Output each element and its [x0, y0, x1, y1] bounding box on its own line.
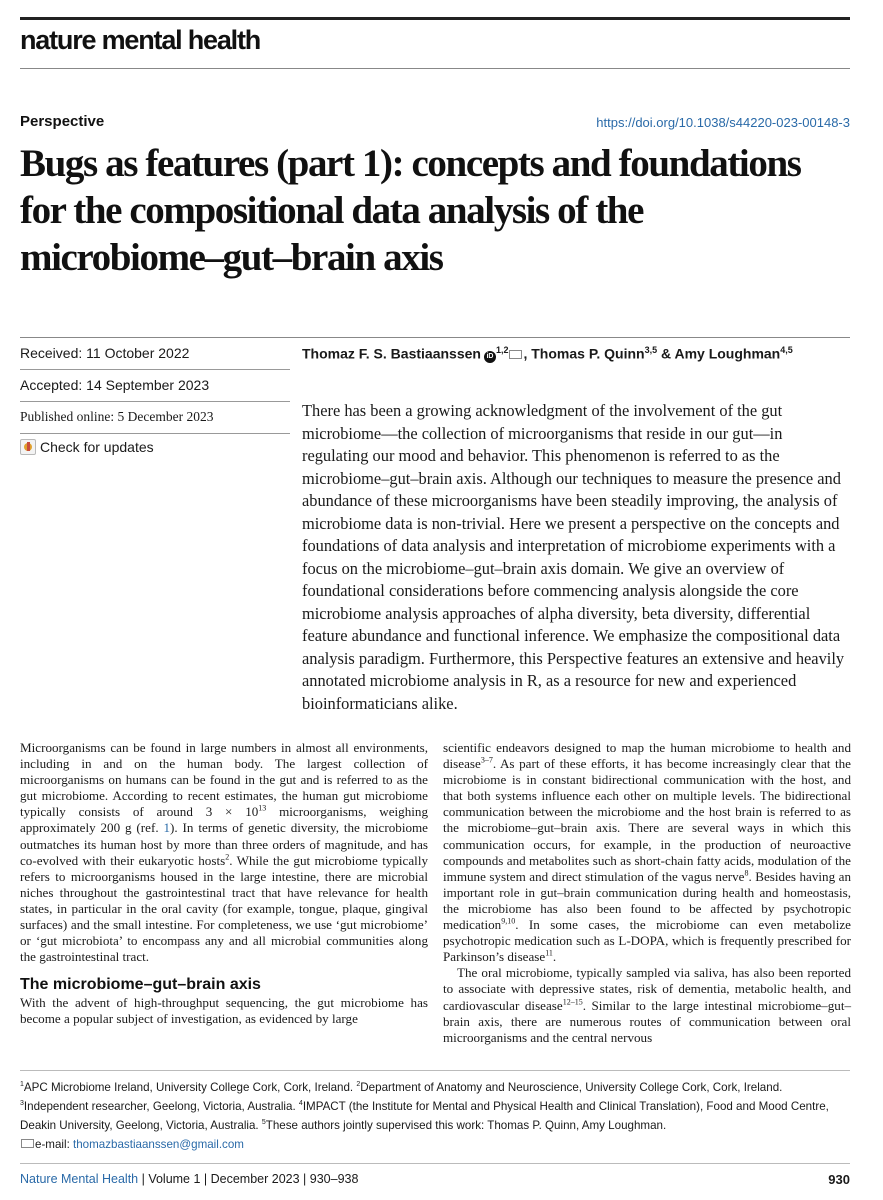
orcid-icon[interactable]: iD — [484, 351, 496, 363]
meta-divider — [20, 433, 290, 434]
footer-citation — [20, 1172, 358, 1186]
body-paragraph: scientific endeavors designed to map the human microbiome to health and disease$^{3-7}$. As part of these efforts, it has become increasingly clear that the microbiome is in constant bidirectional communication with the host, and that both systems influence each other on multiple levels. The bidirectional communication between the microbiome and the host brain is referred to as the microbiome–gut–brain axis. There are several ways in which this communication occurs, for example, in the production of neuroactive compounds and metabolites such as short-chain fatty acids, modulation of the immune system and direct stimulation of the vagus nerve$^8$. Besides having an important role in gut–brain communication during health and homeostasis, the microbiome has also been found to be affected by psychotropic medication$^{9,10}$. In some cases, the microbiome can even metabolize psychotropic medication such as L-DOPA, which is frequently prescribed for Parkinson’s disease$^{11}$. — [443, 740, 851, 965]
affiliation-text: $^1$APC Microbiome Ireland, University College Cork, Cork, Ireland. $^2$Department of Anatomy and Neuroscience, University College Cork, Cork, Ireland. $^3$Independent researcher, Geelong, Victoria, Australia. $^4$IMPACT (the Institute for Mental and Physical Health and Clinical Translation), Food and Mood Centre, Deakin University, Geelong, Victoria, Australia. $^5$These authors jointly supervised this work: Thomas P. Quinn, Amy Loughman. — [20, 1081, 829, 1132]
top-rule — [20, 17, 850, 20]
page-number: 930 — [828, 1172, 850, 1187]
footer-journal-link[interactable]: Nature Mental Health — [20, 1172, 139, 1186]
check-for-updates-button[interactable] — [20, 439, 154, 455]
affiliation-sup: 1,2 — [495, 345, 509, 355]
citation-sup[interactable]: 3–7 — [480, 755, 493, 765]
body-paragraph: The oral microbiome, typically sampled via saliva, has also been reported to associate with depressive states, risk of dementia, metabolic health, and cardiovascular disease$^{12-15}$. Similar to the large intestinal microbiome–gut–brain axis, there are numerous routes of communication between oral microorganisms and the central nervous — [443, 965, 851, 1045]
author-name[interactable]: Thomaz F. S. Bastiaanssen — [302, 345, 481, 362]
affiliations — [20, 1078, 850, 1154]
article-type: Perspective — [20, 113, 105, 130]
reference-link[interactable]: 1 — [163, 820, 171, 836]
citation-sup[interactable]: 2 — [225, 852, 230, 862]
body-column-right — [443, 740, 851, 1046]
doi-link[interactable]: https://doi.org/10.1038/s44220-023-00148-3 — [596, 115, 850, 130]
footer-volume: | Volume 1 | December 2023 | 930–938 — [138, 1172, 359, 1186]
author-name[interactable]: Amy Loughman — [674, 345, 781, 362]
mail-icon[interactable] — [509, 350, 522, 359]
mail-icon — [21, 1139, 34, 1148]
email-line — [20, 1135, 850, 1154]
received-date: Received: 11 October 2022 — [20, 345, 190, 361]
article-title: Bugs as features (part 1): concepts and foundations for the compositional data analysis of the microbiome–gut–brain axis — [20, 142, 801, 279]
email-label: e-mail: — [35, 1138, 74, 1151]
title-rule — [20, 337, 850, 338]
footer-rule — [20, 1163, 850, 1164]
meta-divider — [20, 401, 290, 402]
body-column-left — [20, 740, 428, 1028]
affiliation-sup: 3,5 — [644, 345, 658, 355]
body-paragraph: With the advent of high-throughput sequencing, the gut microbiome has become a popular subject of investigation, as evidenced by large — [20, 995, 428, 1027]
abstract: There has been a growing acknowledgment of the involvement of the gut microbiome—the collection of microorganisms that reside in our gut—in regulating our mood and behavior. This phenomenon is referred to as the microbiome–gut–brain axis. Although our techniques to measure the presence and abundance of these microorganisms have been steadily improving, the analysis of microbiome data is non-trivial. Here we present a perspective on the concepts and foundations of data analysis and interpretation of microbiome experiments with a focus on the microbiome–gut–brain axis domain. We give an overview of foundational considerations before commencing analysis alongside the core microbiome analysis approaches of alpha diversity, beta diversity, differential feature abundance and functional inference. We emphasize the compositional data analysis paradigm. Furthermore, this Perspective features an extensive and heavily annotated microbiome analysis in R, as a resource for new and experienced bioinformaticians alike. — [302, 401, 845, 713]
email-link[interactable]: thomazbastiaanssen@gmail.com — [73, 1138, 244, 1151]
superscript: 13 — [258, 804, 267, 814]
meta-divider — [20, 369, 290, 370]
author-name[interactable]: Thomas P. Quinn — [531, 345, 645, 362]
accepted-date: Accepted: 14 September 2023 — [20, 377, 210, 393]
footnote-rule — [20, 1070, 850, 1071]
author-separator: , — [523, 345, 532, 362]
affiliation-sup: 4,5 — [780, 345, 793, 355]
body-paragraph: Microorganisms can be found in large numbers in almost all environments, including in and on the human body. The largest collection of microorganisms on humans can be found in the gut and is referred to as the gut microbiome. According to recent estimates, the human gut microbiome typically consists of around $3 \times 10^{13}$ microorganisms, weighing approximately 200 g (ref. 1). In terms of genetic diversity, the microbiome outmatches its human host by more than three orders of magnitude, and has co-evolved with their eukaryotic hosts$^2$. While the gut microbiome typically refers to microorganisms housed in the large intestine, there are microbial niches throughout the gastrointestinal tract that have relevance for health states, in particular in the oral cavity (for example, tongue, plaque, gingival surfaces) and the small intestine. For completeness, we use ‘gut microbiome’ or ‘gut microbiota’ to encompass any and all microbial communities along the gastrointestinal tract. — [20, 740, 429, 965]
citation-sup[interactable]: 12–15 — [562, 997, 583, 1007]
citation-sup[interactable]: 9,10 — [501, 916, 516, 926]
journal-name: nature mental health — [20, 25, 261, 55]
check-for-updates-label: Check for updates — [40, 439, 154, 455]
section-heading: The microbiome–gut–brain axis — [20, 976, 261, 994]
citation-sup[interactable]: 11 — [545, 948, 553, 958]
author-separator: & — [657, 345, 675, 362]
header-rule — [20, 68, 850, 69]
crossmark-icon — [20, 439, 36, 455]
published-date: Published online: 5 December 2023 — [20, 409, 214, 424]
author-list — [302, 345, 862, 363]
citation-sup[interactable]: 8 — [744, 868, 749, 878]
